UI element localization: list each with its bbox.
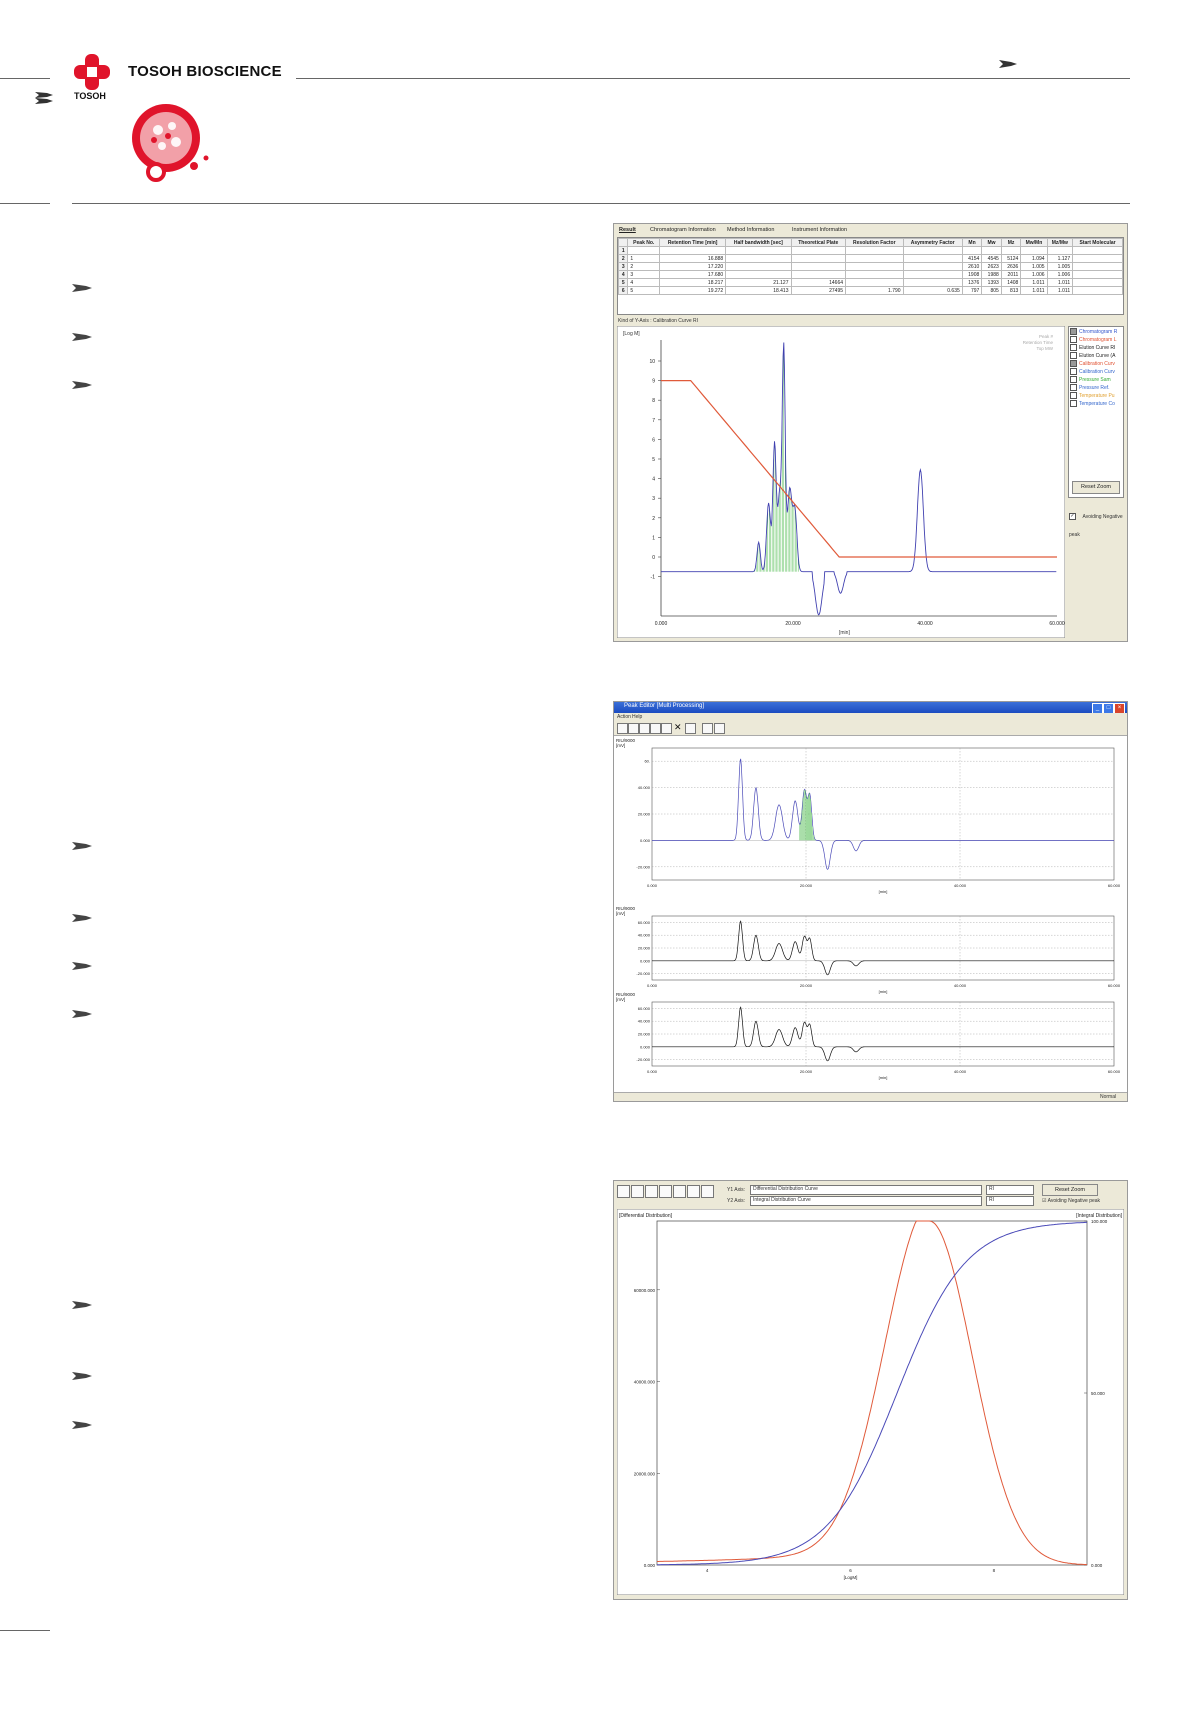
legend-panel — [1068, 326, 1124, 498]
section-rule — [72, 203, 1130, 204]
table-row[interactable] — [619, 263, 1123, 271]
table-cell — [1073, 255, 1123, 263]
calibration-chart — [617, 326, 1065, 638]
table-cell: 1408 — [1001, 279, 1021, 287]
table-cell: 1.094 — [1021, 255, 1047, 263]
checkbox-icon[interactable] — [1070, 344, 1077, 351]
table-cell: 16.888 — [660, 255, 726, 263]
table-cell: 17.220 — [660, 263, 726, 271]
x-unit-label: [min] — [878, 989, 888, 994]
arrow-icon — [999, 60, 1017, 68]
print-icon[interactable] — [714, 723, 725, 734]
checkbox-icon[interactable] — [1070, 368, 1077, 375]
y-tick-label: 0.000 — [639, 837, 650, 843]
y-tick-label: 9 — [652, 378, 655, 385]
close-button[interactable]: × — [1114, 703, 1125, 714]
checkbox-icon[interactable] — [1070, 400, 1077, 407]
right-tick-label: 100.000 — [1091, 1219, 1108, 1224]
cell-illustration-icon — [124, 96, 216, 188]
bullet-arrow-icon — [72, 380, 92, 390]
table-cell: 14664 — [791, 279, 846, 287]
bullet-arrow-icon — [72, 1300, 92, 1310]
bullet-arrow-icon — [72, 1420, 92, 1430]
tool-button-icon[interactable] — [617, 723, 628, 734]
row-number: 4 — [619, 271, 628, 279]
table-cell — [1047, 247, 1073, 255]
graph-tool-icon[interactable] — [701, 1185, 714, 1198]
tool-button-icon[interactable] — [639, 723, 650, 734]
table-cell — [846, 263, 904, 271]
x-tick-label: 60.000 — [1107, 983, 1121, 988]
y-tick-label: 20.000 — [637, 945, 650, 951]
toolbar — [614, 721, 1127, 736]
table-cell: 805 — [982, 287, 1002, 295]
panel-unit: [mV] — [616, 743, 626, 748]
bullet-arrow-icon — [72, 332, 92, 342]
table-cell: 1.011 — [1047, 279, 1073, 287]
legend-label: Pressure Sam — [1079, 377, 1111, 383]
table-cell: 1.006 — [1021, 271, 1047, 279]
logo-word: TOSOH — [74, 91, 106, 101]
table-cell: 3 — [628, 271, 660, 279]
legend-label: Chromatogram R — [1079, 329, 1118, 335]
y-tick-label: 0.000 — [639, 1044, 650, 1050]
legend-item[interactable] — [1070, 392, 1122, 400]
table-cell — [903, 255, 962, 263]
peak-editor-charts — [614, 736, 1127, 1092]
table-cell: 1393 — [982, 279, 1002, 287]
checkbox-icon[interactable] — [1070, 392, 1077, 399]
tool-button-icon[interactable] — [628, 723, 639, 734]
table-cell — [903, 279, 962, 287]
table-cell — [660, 247, 726, 255]
tab-instrument-information[interactable]: Instrument Information — [792, 227, 848, 233]
x-tick-label: 6 — [849, 1568, 852, 1573]
header-rule — [296, 78, 1130, 79]
x-tick-label: 40.000 — [953, 1069, 967, 1074]
legend-item[interactable] — [1070, 368, 1122, 376]
y-tick-label: 40.000 — [637, 932, 650, 938]
column-header[interactable]: Mz — [1001, 239, 1021, 247]
y-tick-label: 0.000 — [639, 958, 650, 964]
table-cell: 17.680 — [660, 271, 726, 279]
table-cell: 4 — [628, 279, 660, 287]
status-bar — [614, 1092, 1127, 1102]
y1-detector-select[interactable]: RI — [986, 1185, 1034, 1195]
legend-label: Temperature Co — [1079, 401, 1115, 407]
status-text: Normal — [1100, 1094, 1117, 1100]
legend-label: Chromatogram L — [1079, 337, 1117, 343]
row-header-corner — [619, 239, 628, 247]
x-tick-label: 60.000 — [1049, 621, 1065, 627]
y-tick-label: 0 — [652, 555, 655, 561]
table-cell: 1.005 — [1047, 263, 1073, 271]
menu-action[interactable]: Action — [617, 714, 631, 720]
x-tick-label: 40.000 — [953, 983, 967, 988]
x-tick-label: 20.000 — [799, 1069, 813, 1074]
row-number: 1 — [619, 247, 628, 255]
tool-button-icon[interactable] — [685, 723, 696, 734]
legend-label: Pressure Ref. — [1079, 385, 1110, 391]
y-tick-label: 3 — [652, 496, 655, 503]
delete-icon[interactable]: ✕ — [674, 722, 682, 732]
maximize-button[interactable]: □ — [1103, 703, 1114, 714]
panel-name: RIU/9000 — [616, 992, 636, 997]
legend-item[interactable] — [1070, 400, 1122, 408]
legend-label: Calibration Curv — [1079, 369, 1115, 375]
x-tick-label: 8 — [992, 1568, 996, 1573]
table-cell: 1988 — [982, 271, 1002, 279]
y-tick-label: -20.000 — [636, 1057, 650, 1063]
legend-label: Calibration Curv — [1079, 361, 1115, 367]
x-tick-label: 0.000 — [646, 883, 658, 888]
table-cell: 1376 — [962, 279, 982, 287]
y2-detector-select[interactable]: RI — [986, 1196, 1034, 1206]
table-cell: 4545 — [982, 255, 1002, 263]
table-cell: 1908 — [962, 271, 982, 279]
table-cell: 0.635 — [903, 287, 962, 295]
column-header[interactable]: Start Molecular — [1073, 239, 1123, 247]
bullet-arrow-icon — [72, 913, 92, 923]
x-tick-label: 40.000 — [953, 883, 967, 888]
table-row[interactable] — [619, 279, 1123, 287]
checkbox-icon[interactable] — [1070, 384, 1077, 391]
panel-unit: [mV] — [616, 997, 626, 1002]
left-tick-label: 0.000 — [643, 1563, 655, 1568]
table-cell — [791, 255, 846, 263]
checkbox-icon[interactable] — [1070, 328, 1077, 335]
corner-label: Retention Time — [1022, 340, 1053, 345]
tool-button-icon[interactable] — [650, 723, 661, 734]
table-cell: 18.413 — [726, 287, 791, 295]
left-tick-label: 40000.000 — [633, 1379, 655, 1385]
bullet-arrow-icon — [72, 283, 92, 293]
table-cell — [726, 247, 791, 255]
table-cell — [726, 263, 791, 271]
table-cell: 2623 — [982, 263, 1002, 271]
menu-bar — [614, 713, 1127, 721]
legend-item[interactable] — [1070, 344, 1122, 352]
checkbox-icon[interactable] — [1070, 360, 1077, 367]
table-cell: 1.011 — [1021, 279, 1047, 287]
y-tick-label: 20.000 — [637, 811, 650, 817]
row-number: 2 — [619, 255, 628, 263]
y1-axis-select[interactable]: Differential Distribution Curve — [750, 1185, 982, 1195]
table-cell: 813 — [1001, 287, 1021, 295]
bullet-arrow-icon — [72, 1009, 92, 1019]
x-unit-label: [min] — [878, 1075, 888, 1080]
table-cell — [846, 247, 904, 255]
corner-label: Peak # — [1038, 334, 1053, 339]
x-unit-label: [LogM] — [843, 1575, 858, 1580]
plot-background — [617, 1209, 1124, 1595]
table-cell — [962, 247, 982, 255]
y-tick-label: -20.000 — [636, 971, 650, 977]
column-header[interactable]: Retention Time [min] — [660, 239, 726, 247]
table-cell: 5124 — [1001, 255, 1021, 263]
table-cell — [791, 271, 846, 279]
legend-item[interactable] — [1070, 336, 1122, 344]
right-tick-label: 0.000 — [1091, 1563, 1103, 1568]
top-left-rule — [0, 78, 50, 79]
y-tick-label: 60. — [644, 758, 650, 764]
table-cell: 2636 — [1001, 263, 1021, 271]
panel-name: RIU/9000 — [616, 906, 636, 911]
minimize-button[interactable]: _ — [1092, 703, 1103, 714]
column-header[interactable]: Peak No. — [628, 239, 660, 247]
y-tick-label: -1 — [650, 574, 655, 581]
x-tick-label: 0.000 — [654, 621, 668, 627]
y-tick-label: 8 — [652, 398, 655, 405]
column-header[interactable]: Theoretical Plate — [791, 239, 846, 247]
y-unit-label: [Log M] — [623, 331, 640, 337]
y-tick-label: 10 — [649, 359, 655, 365]
table-cell: 27495 — [791, 287, 846, 295]
peak-editor-window — [613, 701, 1128, 1102]
y-tick-label: -20.000 — [636, 864, 650, 870]
left-tick-label: 20000.000 — [633, 1471, 655, 1477]
table-cell — [1073, 287, 1123, 295]
left-tick-label: 60000.000 — [633, 1287, 655, 1293]
graph-toolbar — [617, 1185, 717, 1199]
graph-tool-icon[interactable] — [673, 1185, 686, 1198]
table-cell — [791, 263, 846, 271]
panel-name: RIU/9000 — [616, 738, 636, 743]
row-number: 3 — [619, 263, 628, 271]
table-row[interactable] — [619, 271, 1123, 279]
row-number: 5 — [619, 279, 628, 287]
column-header[interactable]: Asymmetry Factor — [903, 239, 962, 247]
table-cell — [791, 247, 846, 255]
table-cell: 2 — [628, 263, 660, 271]
reset-zoom-button[interactable]: Reset Zoom — [1042, 1184, 1098, 1196]
table-cell — [846, 279, 904, 287]
bullet-arrow-icon — [72, 961, 92, 971]
legend-label: Temperature Pu — [1079, 393, 1115, 399]
table-cell: 2011 — [1001, 271, 1021, 279]
x-unit-label: [min] — [839, 630, 850, 636]
legend-label: Elution Curve (A — [1079, 353, 1116, 359]
graph-tool-icon[interactable] — [687, 1185, 700, 1198]
window-title: Peak Editor [Multi Processing] — [624, 703, 705, 709]
table-cell — [1073, 271, 1123, 279]
x-tick-label: 20.000 — [785, 621, 801, 627]
table-cell — [628, 247, 660, 255]
row-number: 6 — [619, 287, 628, 295]
avoid-negative-peak-option[interactable] — [1069, 505, 1125, 541]
table-cell — [1021, 247, 1047, 255]
table-cell — [726, 255, 791, 263]
bullet-arrow-icon — [72, 841, 92, 851]
distribution-screenshot — [613, 1180, 1128, 1600]
legend-item[interactable] — [1070, 376, 1122, 384]
x-tick-label: 4 — [705, 1568, 709, 1573]
table-cell: 1 — [628, 255, 660, 263]
y-tick-label: 40.000 — [637, 785, 650, 791]
panel-unit: [mV] — [616, 911, 626, 916]
checkbox-icon[interactable]: ✓ — [1070, 513, 1075, 520]
table-cell: 2610 — [962, 263, 982, 271]
right-axis-title: [Integral Distribution] — [1076, 1213, 1122, 1219]
legend-item[interactable] — [1070, 352, 1122, 360]
table-cell: 1.790 — [846, 287, 904, 295]
result-table-wrap — [617, 237, 1124, 315]
table-cell: 4154 — [962, 255, 982, 263]
table-cell — [1001, 247, 1021, 255]
footer-rule-left — [0, 1630, 50, 1631]
table-cell: 1.011 — [1047, 287, 1073, 295]
table-cell: 19.272 — [660, 287, 726, 295]
y-tick-label: 2 — [652, 515, 655, 522]
table-cell: 797 — [962, 287, 982, 295]
column-header[interactable]: Mw — [982, 239, 1002, 247]
x-tick-label: 40.000 — [917, 621, 933, 627]
right-tick-label: 50.000 — [1091, 1391, 1105, 1396]
result-table — [618, 238, 1123, 295]
checkbox-icon[interactable] — [1070, 352, 1077, 359]
x-tick-label: 60.000 — [1107, 1069, 1121, 1074]
tool-button-icon[interactable] — [661, 723, 672, 734]
avoid-negative-peak-label: Avoiding Negative peak — [1069, 514, 1123, 538]
table-cell — [846, 255, 904, 263]
table-cell — [1073, 263, 1123, 271]
y-tick-label: 7 — [652, 417, 655, 424]
table-cell: 18.217 — [660, 279, 726, 287]
title-bar — [614, 702, 1127, 713]
double-arrow-icon — [35, 92, 53, 104]
y1-axis-label: Y1 Axis: — [727, 1187, 746, 1193]
brand-name: TOSOH BIOSCIENCE — [128, 63, 282, 80]
graph-tool-icon[interactable] — [659, 1185, 672, 1198]
table-row[interactable] — [619, 287, 1123, 295]
table-cell — [846, 271, 904, 279]
reset-zoom-button[interactable]: Reset Zoom — [1072, 481, 1120, 494]
y2-axis-label: Y2 Axis: — [727, 1198, 746, 1204]
legend-label: Elution Curve RI — [1079, 345, 1116, 351]
x-tick-label: 60.000 — [1107, 883, 1121, 888]
y-tick-label: 60.000 — [637, 1005, 650, 1011]
graph-tool-icon[interactable] — [645, 1185, 658, 1198]
x-tick-label: 0.000 — [646, 983, 658, 988]
column-header[interactable]: Mw/Mn — [1021, 239, 1047, 247]
y-tick-label: 20.000 — [637, 1031, 650, 1037]
distribution-chart — [617, 1209, 1124, 1595]
table-cell: 1.005 — [1021, 263, 1047, 271]
y-tick-label: 6 — [652, 437, 655, 444]
y2-axis-select[interactable]: Integral Distribution Curve — [750, 1196, 982, 1206]
table-cell — [982, 247, 1002, 255]
table-cell — [903, 247, 962, 255]
y-tick-label: 60.000 — [637, 919, 650, 925]
x-tick-label: 20.000 — [799, 883, 813, 888]
table-cell: 21.127 — [726, 279, 791, 287]
table-cell — [903, 263, 962, 271]
column-header[interactable]: Half bandwidth [sec] — [726, 239, 791, 247]
table-row[interactable] — [619, 255, 1123, 263]
corner-label: Top MW — [1036, 346, 1053, 351]
table-cell: 1.011 — [1021, 287, 1047, 295]
table-row[interactable] — [619, 247, 1123, 255]
copy-icon[interactable] — [702, 723, 713, 734]
y-tick-label: 1 — [652, 535, 655, 542]
avoid-negative-peak-label: Avoiding Negative peak — [1047, 1198, 1101, 1204]
tab-chromatogram-information[interactable]: Chromatogram Information — [650, 227, 716, 233]
checkbox-icon[interactable] — [1070, 376, 1077, 383]
graph-tool-icon[interactable] — [631, 1185, 644, 1198]
tosoh-logo-icon — [72, 52, 112, 92]
table-cell: 1.127 — [1047, 255, 1073, 263]
bullet-arrow-icon — [72, 1371, 92, 1381]
table-cell — [1073, 247, 1123, 255]
checkbox-icon[interactable] — [1070, 336, 1077, 343]
y-axis-kind-caption: Kind of Y-Axis : Calibration Curve RI — [618, 318, 699, 324]
graph-tool-icon[interactable] — [617, 1185, 630, 1198]
left-axis-title: [Differential Distribution] — [619, 1213, 672, 1219]
legend-item[interactable] — [1070, 384, 1122, 392]
menu-help[interactable]: Help — [632, 714, 643, 720]
y-tick-label: 4 — [652, 476, 655, 483]
y-tick-label: 5 — [652, 457, 655, 463]
table-cell — [903, 271, 962, 279]
x-tick-label: 20.000 — [799, 983, 813, 988]
legend-item[interactable] — [1070, 360, 1122, 368]
x-unit-label: [min] — [878, 889, 888, 894]
avoid-negative-peak-option[interactable]: ☑ Avoiding Negative peak — [1042, 1198, 1101, 1204]
table-cell — [726, 271, 791, 279]
table-cell — [1073, 279, 1123, 287]
table-cell: 1.006 — [1047, 271, 1073, 279]
column-header[interactable]: Mz/Mw — [1047, 239, 1073, 247]
y-tick-label: 40.000 — [637, 1018, 650, 1024]
tab-method-information[interactable]: Method Information — [727, 227, 775, 233]
tab-result[interactable]: Result — [619, 227, 636, 233]
column-header[interactable]: Resolution Factor — [846, 239, 904, 247]
section-rule-left — [0, 203, 50, 204]
legend-item[interactable] — [1070, 328, 1122, 336]
column-header[interactable]: Mn — [962, 239, 982, 247]
table-cell: 5 — [628, 287, 660, 295]
x-tick-label: 0.000 — [646, 1069, 658, 1074]
result-screenshot — [613, 223, 1128, 642]
